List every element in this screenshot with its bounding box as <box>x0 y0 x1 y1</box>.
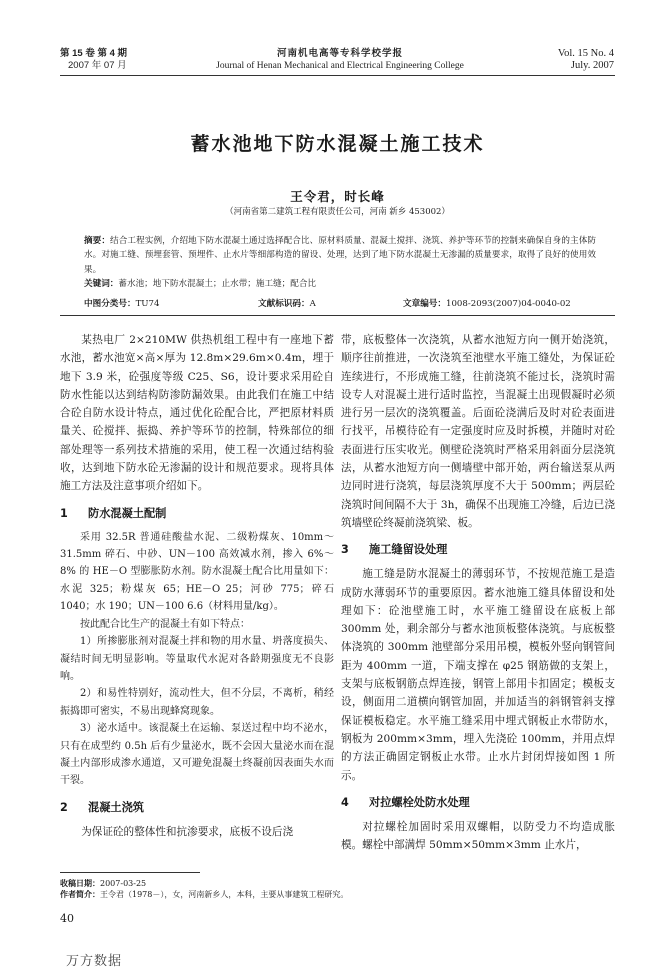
article-authors: 王令君，时长峰 <box>290 189 385 204</box>
article-no-line <box>403 297 571 309</box>
section-2-paragraph-continued: 带，底板整体一次浇筑，从蓄水池短方向一侧开始浇筑，顺序往前推进，一次浇筑至池壁水平施工缝处，为保证砼连续进行，不形成施工缝，往前浇筑不能过长，浇筑时需设专人对混凝土进行适时监控，当混凝土出现假凝时必须进行另一层次的浇筑覆盖。后面砼浇满后及时对砼表面进行找平，吊模待砼有一定强度时应及时拆模，并随时对砼表面进行压实收光。侧壁砼浇筑时严格采用斜面分层浇筑法，从蓄水池短方向一侧墙壁中部开始，两台输送泵从两边同时进行浇筑，每层浇筑厚度不大于 500mm；两层砼浇筑时间间隔不大于 3h，确保不出现施工冷缝，后边已浇筑墙壁砼终凝前浇筑梁、板。 <box>341 334 615 529</box>
received-date: 2007-03-25 <box>100 879 147 888</box>
author-bio-text: 王令君（1978－），女，河南新乡人，本科，主要从事建筑工程研究。 <box>100 890 349 899</box>
section-3-paragraph-1: 施工缝是防水混凝土的薄弱环节，不按规范施工是造成防水薄弱环节的重要原因。蓄水池施工缝具体留设和处理如下：砼池壁施工时，水平施工缝留设在底板上部 300mm 处，剩余部分与蓄水池顶板整体浇筑。与底板整体浇筑的 300mm 池壁部分采用吊模，模板外竖向钢管间距为 400mm 一道，下端支撑在 φ25 钢筋做的支架上，支架与底板钢筋点焊连接，钢管上部用卡扣固定；模板支设，侧面用二道横向钢管加固，并加适当的斜钢管斜支撑保证模板稳定。水平施工缝采用中埋式钢板止水带防水，钢板为 200mm×3mm，埋入先浇砼 100mm，并用点焊的方法正确固定钢板止水带。止水片封闭焊接如图 1 所示。 <box>341 568 615 782</box>
right-column <box>341 331 615 854</box>
abstract-rule <box>60 315 615 316</box>
footnote-received <box>60 878 348 889</box>
doc-code-label: 文献标识码： <box>258 299 310 309</box>
section-1-number: 1 <box>60 506 68 520</box>
header-date: 2007 年 07 月 <box>68 60 127 71</box>
received-label: 收稿日期： <box>60 879 100 888</box>
author-bio-label: 作者简介： <box>60 890 100 899</box>
abstract-block <box>84 234 596 292</box>
doc-code-value: A <box>309 299 316 309</box>
intro-paragraph: 某热电厂 2×210MW 供热机组工程中有一座地下蓄水池，蓄水池宽×高×厚为 12.8m×29.6m×0.4m，埋于地下 3.9 米，砼强度等级 C25、S6，设计要求采用砼自防水性能以达到结构防渗防漏效果。由此我们在施工中结合砼自防水设计特点，通过优化砼配合比，严把原材料质量关、砼搅拌、振捣、养护等环节的控制，特殊部位的细部处理等一系列技术措施的采用，使工程一次通过结构验收，达到地下防水砼无渗漏的设计和规范要求。现将具体施工方法及注意事项介绍如下。 <box>60 334 334 493</box>
article-affiliation: （河南省第二建筑工程有限责任公司，河南 新乡 453002） <box>225 207 450 217</box>
section-4-number: 4 <box>341 795 349 809</box>
section-4-title: 对拉螺栓处防水处理 <box>369 795 470 809</box>
header-journal-en: Journal of Henan Mechanical and Electrical Engineering College <box>216 61 464 71</box>
header-volume-issue: 第 15 卷 第 4 期 <box>60 48 128 59</box>
doc-code-line <box>258 297 316 309</box>
clc-line <box>84 297 160 309</box>
keywords-text: 蓄水池；地下防水混凝土；止水带；施工缝；配合比 <box>118 279 317 290</box>
left-column <box>60 331 334 841</box>
footnote-rule <box>60 872 200 873</box>
footnote-author <box>60 889 348 900</box>
section-4-heading <box>341 794 615 812</box>
section-3-title: 施工缝留设处理 <box>369 543 448 557</box>
watermark-text: 万方数据 <box>66 954 123 969</box>
header-journal <box>160 48 520 72</box>
section-1-heading <box>60 505 334 523</box>
section-2-number: 2 <box>60 800 68 814</box>
header-volume <box>60 48 127 72</box>
section-2-heading <box>60 799 334 817</box>
section-1-item-3: 3）泌水适中。该混凝土在运输、泵送过程中均不泌水，只有在成型约 0.5h 后有少量泌水，既不会因大量泌水而在混凝土内部形成渗水通道，又可避免混凝土终凝前因表面失水而干裂。 <box>60 723 334 787</box>
page-number: 40 <box>60 912 74 925</box>
keywords-label: 关键词： <box>84 279 119 290</box>
section-1-paragraph-2: 按此配合比生产的混凝土有如下特点： <box>80 618 250 630</box>
header-journal-cn: 河南机电高等专科学校学报 <box>276 48 403 59</box>
header-vol-no: Vol. 15 No. 4 <box>557 48 614 59</box>
section-2-paragraph-1: 为保证砼的整体性和抗渗要求，底板不设后浇 <box>81 825 294 838</box>
footnote-block <box>60 878 348 900</box>
header-vol-en <box>558 48 614 72</box>
article-no-value: 1008-2093(2007)04-0040-02 <box>445 299 571 309</box>
header-month-year: July. 2007 <box>570 60 614 71</box>
abstract-text: 结合工程实例，介绍地下防水混凝土通过选择配合比、原材料质量、混凝土搅拌、浇筑、养护等环节的控制来确保自身的主体防水。对施工缝、预埋套管、预埋件、止水片等细部构造的留设、处理，达到了地下防水混凝土无渗漏的质量要求，取得了良好的使用效果。 <box>84 236 596 275</box>
section-2-title: 混凝土浇筑 <box>88 800 144 814</box>
section-4-paragraph-1: 对拉螺栓加固时采用双螺帽，以防受力不均造成胀模。螺栓中部满焊 50mm×50mm×3mm 止水片， <box>341 820 615 852</box>
section-3-number: 3 <box>341 543 349 557</box>
article-title: 蓄水池地下防水混凝土施工技术 <box>190 133 485 155</box>
section-1-item-1: 1）所掺膨胀剂对混凝土拌和物的用水量、坍落度损失、凝结时间无明显影响。等量取代水泥对各龄期强度无不良影响。 <box>60 636 334 682</box>
abstract-paragraph <box>84 234 596 277</box>
section-1-title: 防水混凝土配制 <box>88 506 167 520</box>
clc-value: TU74 <box>135 299 160 309</box>
section-1-paragraph-1: 采用 32.5R 普通硅酸盐水泥、二级粉煤灰、10mm～31.5mm 碎石、中砂、UN－100 高效减水剂，掺入 6%～8% 的 HE－O 型膨胀防水剂。防水混凝土配合比用量如下：水泥 325；粉煤灰 65；HE－O 25；河砂 775；碎石 1040；水 190；UN－100 6.6（材料用量/kg）。 <box>60 531 334 613</box>
article-no-label: 文章编号： <box>403 299 446 309</box>
clc-label: 中图分类号： <box>84 299 136 309</box>
keywords-line <box>84 277 596 291</box>
section-3-heading <box>341 541 615 559</box>
abstract-label: 摘要： <box>84 236 111 246</box>
header-rule <box>60 75 615 76</box>
section-1-item-2: 2）和易性特别好，流动性大，但不分层，不离析，稍经振捣即可密实，不易出现蜂窝现象。 <box>60 688 334 717</box>
